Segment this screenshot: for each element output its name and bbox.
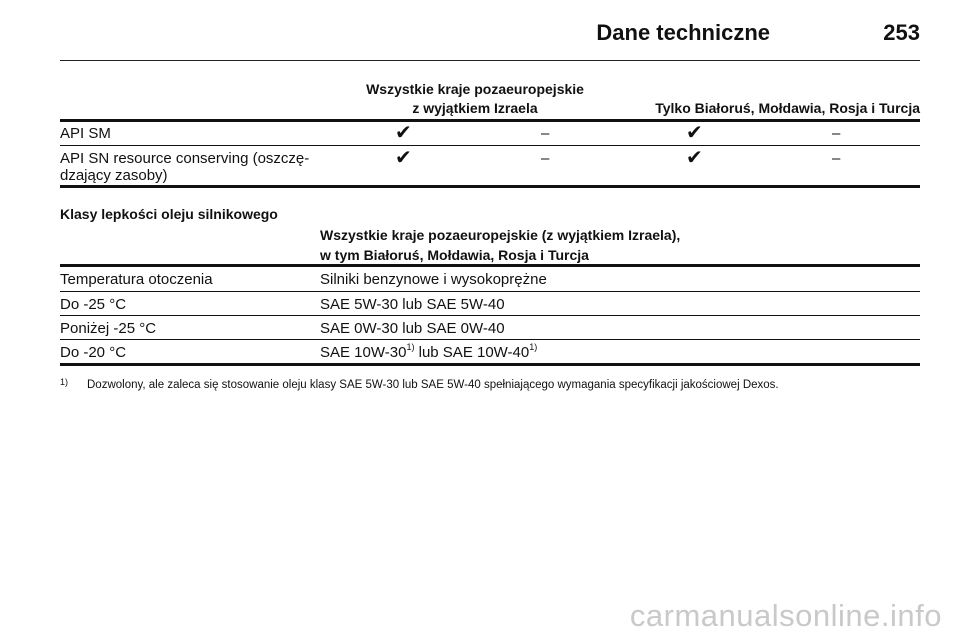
column-header-temperature: Temperatura otoczenia (60, 271, 213, 288)
viscosity-header-line: Wszystkie kraje pozaeuropejskie (z wyjątkiem Izraela), (320, 227, 681, 243)
watermark: carmanualsonline.info (629, 598, 942, 633)
column-header-engines: Silniki benzynowe i wysokoprężne (320, 271, 547, 288)
table-rule (60, 264, 920, 267)
dash-mark: – (541, 125, 550, 142)
table1-header-belarus-group: Tylko Białoruś, Mołdawia, Rosja i Turcja (655, 100, 920, 116)
page-header (60, 0, 920, 61)
viscosity-table-header (320, 225, 680, 265)
oil-grade-cell: SAE 5W-30 lub SAE 5W-40 (320, 296, 505, 313)
temperature-cell: Do -20 °C (60, 344, 127, 361)
table-rule (60, 291, 920, 292)
temperature-cell: Do -25 °C (60, 296, 127, 313)
dash-mark: – (832, 125, 841, 142)
table-rule (60, 119, 920, 122)
temperature-cell: Poniżej -25 °C (60, 320, 157, 337)
footnote-reference: 1) (529, 342, 538, 352)
footnote-marker: 1) (60, 377, 69, 387)
check-icon: ✔ (686, 122, 703, 144)
dash-mark: – (832, 150, 841, 167)
table1-row-label (60, 150, 309, 184)
footnote-reference: 1) (406, 342, 415, 352)
page-number: 253 (883, 20, 920, 45)
table1-header-non-european (330, 80, 620, 118)
table1-row-label-line: API SN resource conserving (oszczę- (60, 150, 310, 167)
table1-row-label-line: dzający zasoby) (60, 167, 168, 184)
table1-row-label: API SM (60, 125, 111, 142)
table-rule (60, 315, 920, 316)
viscosity-header-line: w tym Białoruś, Mołdawia, Rosja i Turcja (320, 247, 589, 263)
check-icon: ✔ (395, 147, 412, 169)
oil-grade-text: SAE 10W-30 (320, 344, 407, 361)
oil-grade-text: lub SAE 10W-40 (414, 344, 530, 361)
table1-header-line: z wyjątkiem Izraela (412, 100, 538, 116)
table-rule (60, 145, 920, 146)
check-icon: ✔ (395, 122, 412, 144)
viscosity-table-title: Klasy lepkości oleju silnikowego (60, 206, 278, 222)
oil-grade-cell (320, 343, 537, 362)
check-icon: ✔ (686, 147, 703, 169)
table-rule (60, 185, 920, 188)
table-rule (60, 339, 920, 340)
dash-mark: – (541, 150, 550, 167)
table1-header-line: Wszystkie kraje pozaeuropejskie (366, 81, 584, 97)
oil-grade-cell: SAE 0W-30 lub SAE 0W-40 (320, 320, 505, 337)
table-rule (60, 363, 920, 366)
footnote-text: Dozwolony, ale zaleca się stosowanie oleju klasy SAE 5W-30 lub SAE 5W-40 spełniającego wymagania specyfikacji jakościowej Dexos. (87, 379, 779, 391)
section-title: Dane techniczne (596, 20, 770, 45)
